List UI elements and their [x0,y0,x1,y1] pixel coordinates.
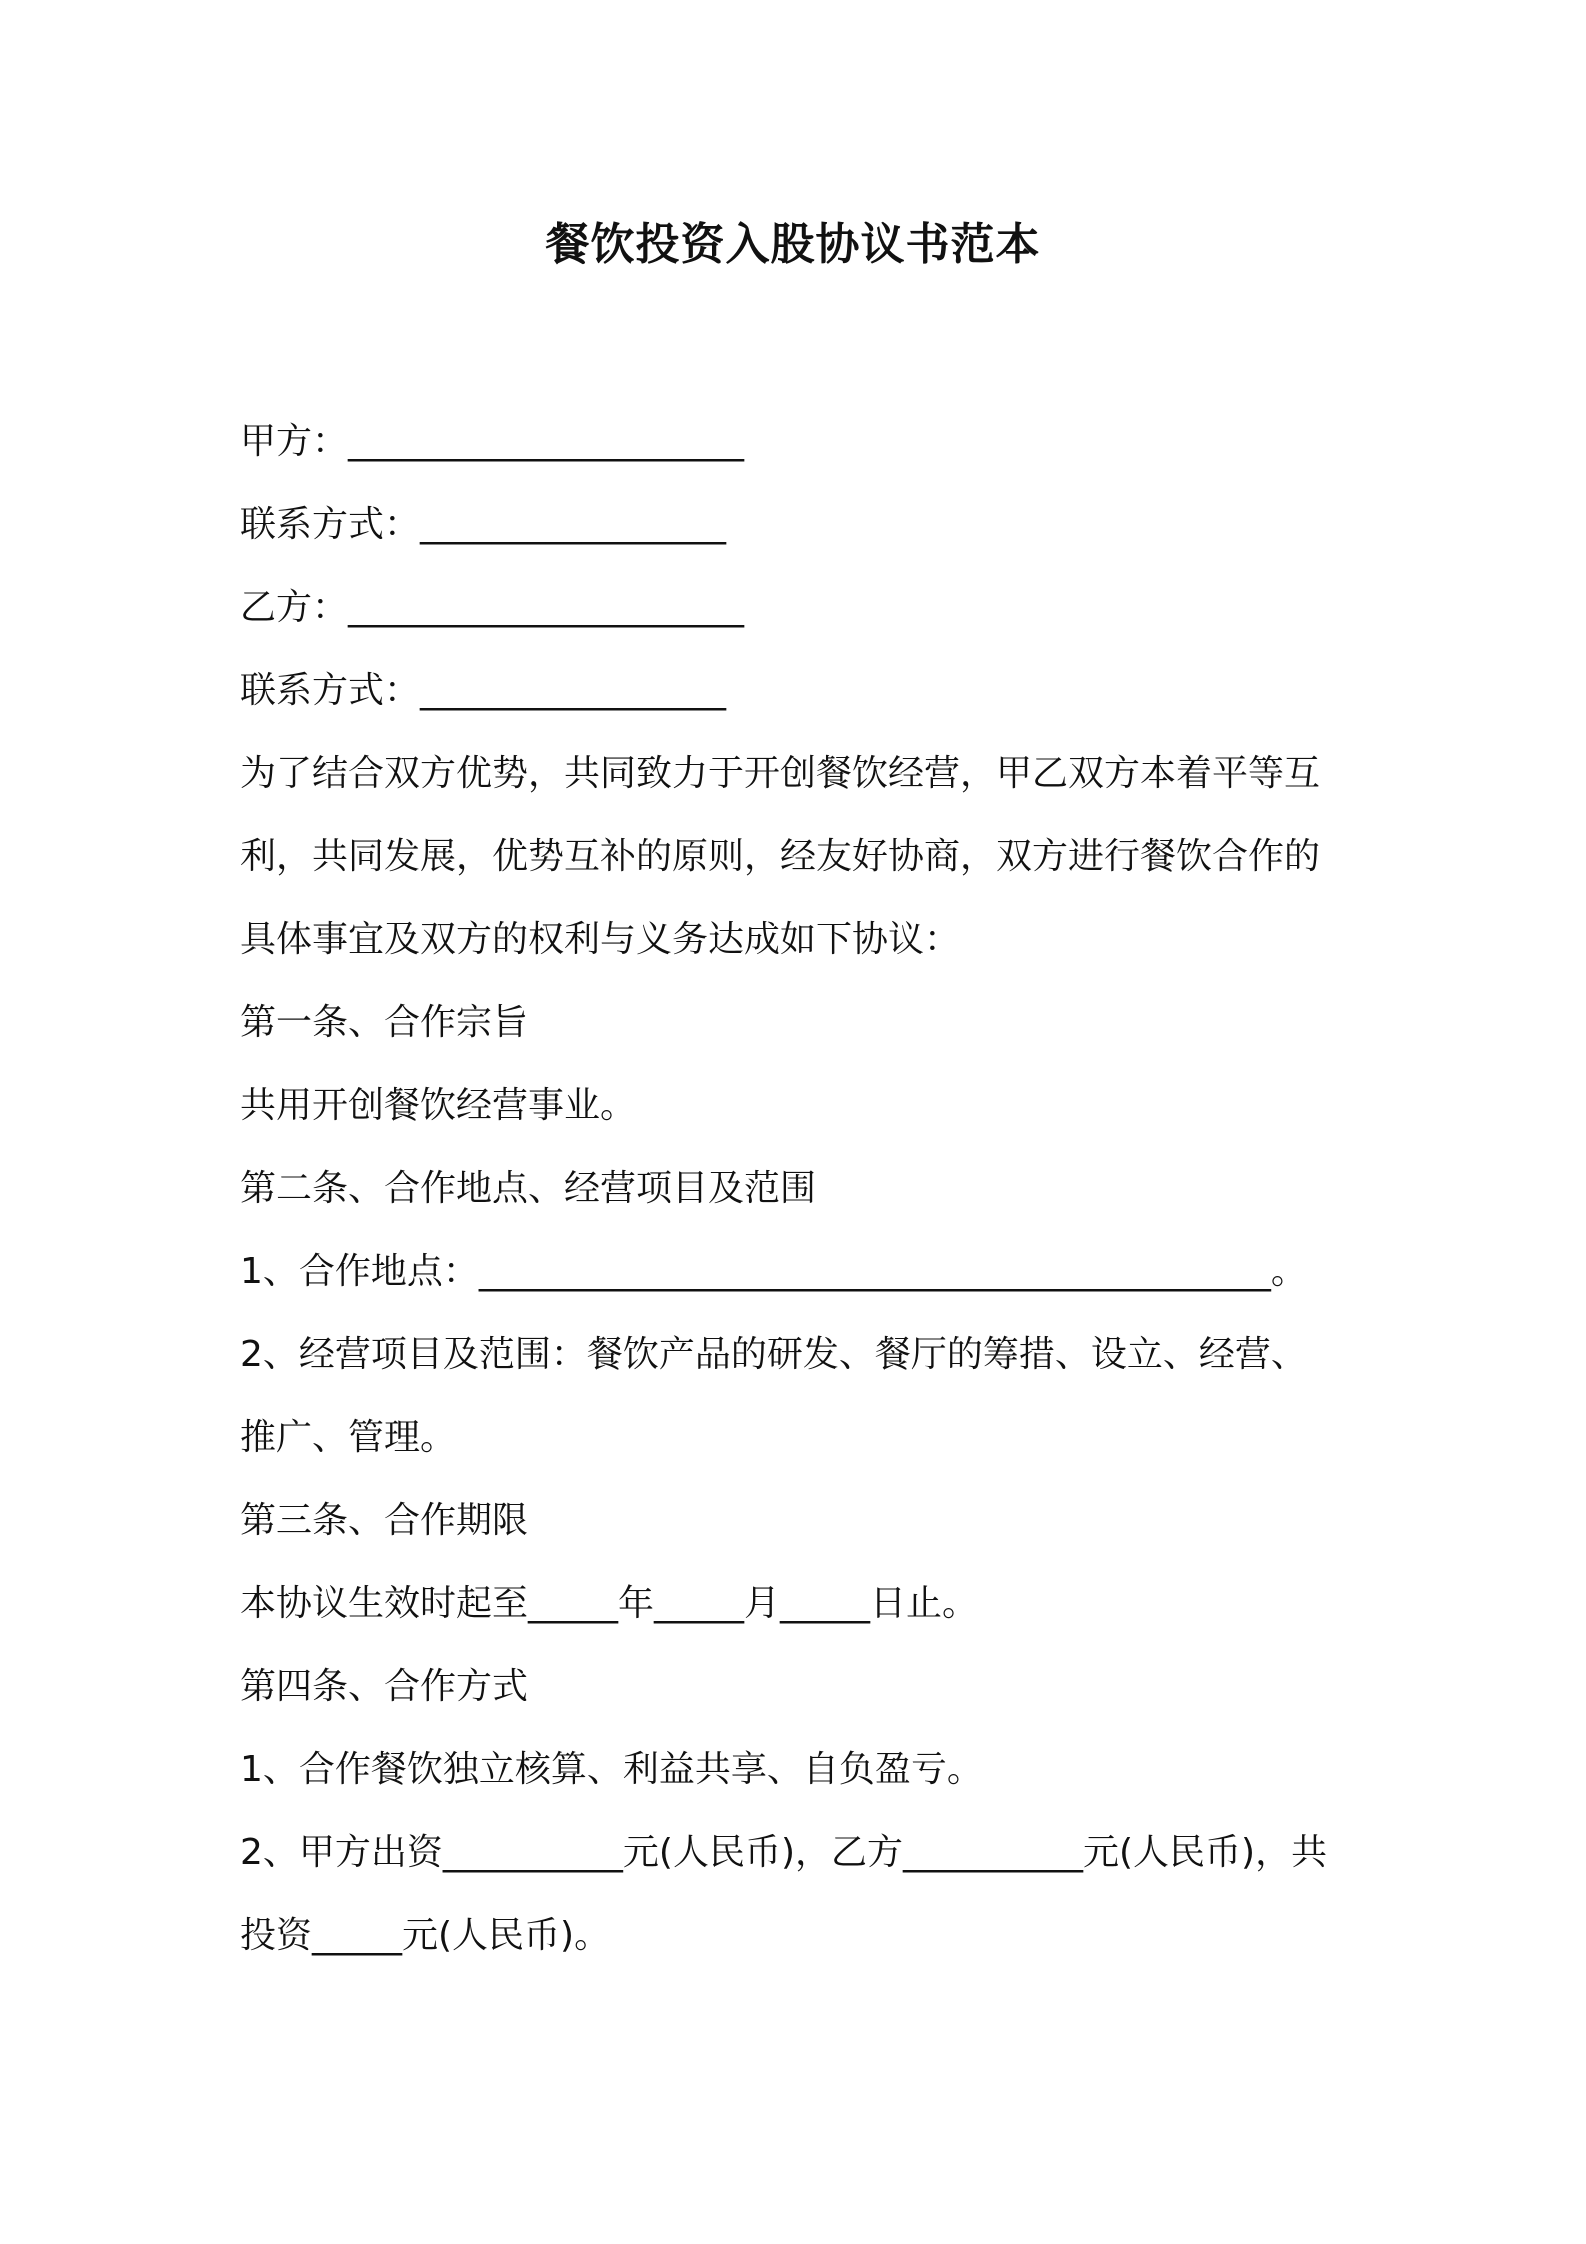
article-4-item-2: 2、甲方出资__________元(人民币)，乙方__________元(人民币)，共 [240,1832,1328,1873]
preamble-line-3: 具体事宜及双方的权利与义务达成如下协议： [240,919,961,960]
party-a-contact-line: 联系方式：_________________ [240,504,727,545]
document-title: 餐饮投资入股协议书范本 [545,219,1041,270]
article-4-item-2-cont: 投资_____元(人民币)。 [240,1915,611,1956]
preamble-line-1: 为了结合双方优势，共同致力于开创餐饮经营，甲乙双方本着平等互 [240,753,1321,794]
article-3-heading: 第三条、合作期限 [240,1500,529,1541]
article-1-text: 共用开创餐饮经营事业。 [240,1085,637,1126]
article-2-item-2-cont: 推广、管理。 [240,1417,457,1458]
preamble-line-2: 利，共同发展，优势互补的原则，经友好协商，双方进行餐饮合作的 [240,836,1321,877]
article-2-heading: 第二条、合作地点、经营项目及范围 [240,1168,817,1209]
party-b-contact-line: 联系方式：_________________ [240,670,727,711]
article-2-item-2: 2、经营项目及范围：餐饮产品的研发、餐厅的筹措、设立、经营、 [240,1334,1307,1375]
article-2-item-1: 1、合作地点：____________________________________________。 [240,1251,1307,1292]
party-b-line: 乙方：______________________ [240,587,745,628]
article-4-item-1: 1、合作餐饮独立核算、利益共享、自负盈亏。 [240,1749,983,1790]
document-body [240,400,1360,1977]
article-4-heading: 第四条、合作方式 [240,1666,529,1707]
article-1-heading: 第一条、合作宗旨 [240,1002,529,1043]
party-a-line: 甲方：______________________ [240,421,745,462]
article-3-text: 本协议生效时起至_____年_____月_____日止。 [240,1583,979,1624]
